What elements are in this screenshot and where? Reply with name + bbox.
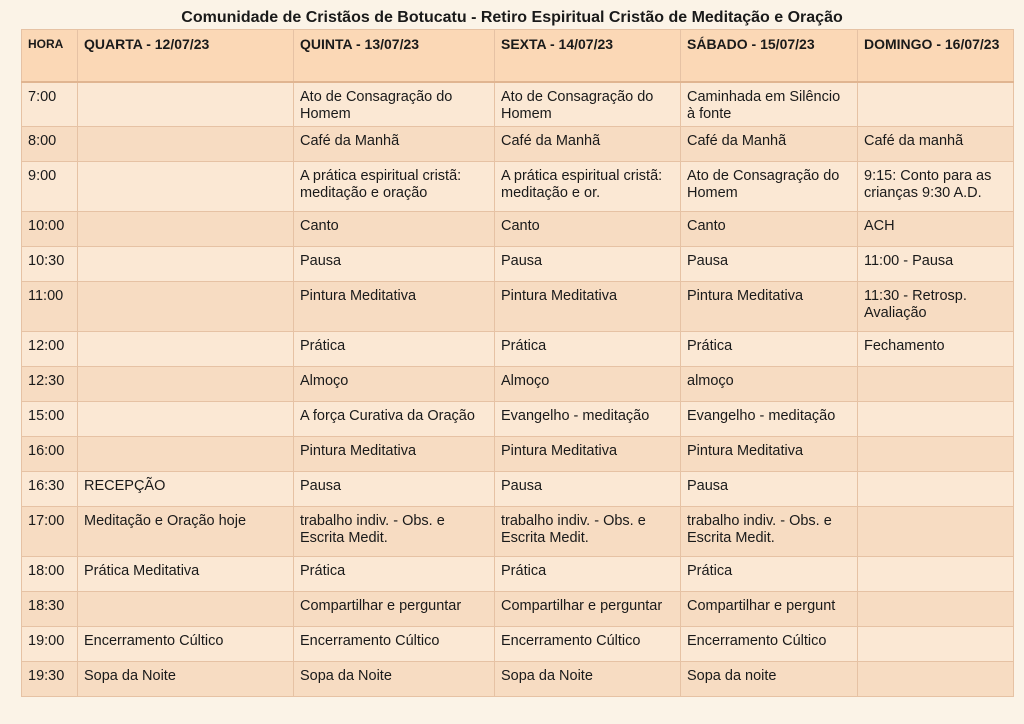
- cell-domingo: [858, 82, 1014, 127]
- cell-sabado: Pausa: [681, 471, 858, 506]
- table-row: [22, 506, 1014, 556]
- cell-hora: 15:00: [22, 401, 78, 436]
- cell-quarta: [78, 246, 294, 281]
- cell-quarta: Sopa da Noite: [78, 661, 294, 696]
- cell-hora: 18:30: [22, 591, 78, 626]
- cell-quinta: Encerramento Cúltico: [294, 626, 495, 661]
- cell-quarta: [78, 82, 294, 127]
- cell-domingo: [858, 401, 1014, 436]
- cell-quarta: [78, 126, 294, 161]
- cell-quarta: [78, 331, 294, 366]
- table-row: [22, 126, 1014, 161]
- cell-quinta: A prática espiritual cristã: meditação e oração: [294, 161, 495, 211]
- cell-sexta: Canto: [495, 211, 681, 246]
- header-quarta: QUARTA - 12/07/23: [78, 30, 294, 82]
- table-row: [22, 661, 1014, 696]
- cell-sabado: Pintura Meditativa: [681, 436, 858, 471]
- table-row: [22, 366, 1014, 401]
- cell-sexta: A prática espiritual cristã: meditação e or.: [495, 161, 681, 211]
- cell-sabado: almoço: [681, 366, 858, 401]
- cell-domingo: [858, 436, 1014, 471]
- table-row: [22, 471, 1014, 506]
- header-sexta: SEXTA - 14/07/23: [495, 30, 681, 82]
- cell-hora: 12:30: [22, 366, 78, 401]
- cell-quinta: Pausa: [294, 471, 495, 506]
- cell-quinta: Café da Manhã: [294, 126, 495, 161]
- cell-quarta: [78, 281, 294, 331]
- table-row: [22, 556, 1014, 591]
- cell-quarta: RECEPÇÃO: [78, 471, 294, 506]
- cell-hora: 16:30: [22, 471, 78, 506]
- cell-sexta: Almoço: [495, 366, 681, 401]
- cell-domingo: [858, 626, 1014, 661]
- cell-sexta: Café da Manhã: [495, 126, 681, 161]
- cell-quarta: [78, 436, 294, 471]
- cell-sexta: Prática: [495, 331, 681, 366]
- cell-quinta: Pintura Meditativa: [294, 436, 495, 471]
- table-row: [22, 436, 1014, 471]
- cell-sabado: Evangelho - meditação: [681, 401, 858, 436]
- cell-hora: 7:00: [22, 82, 78, 127]
- table-row: [22, 246, 1014, 281]
- cell-domingo: [858, 366, 1014, 401]
- cell-sabado: Café da Manhã: [681, 126, 858, 161]
- cell-quinta: A força Curativa da Oração: [294, 401, 495, 436]
- cell-hora: 17:00: [22, 506, 78, 556]
- table-row: [22, 626, 1014, 661]
- cell-quinta: Compartilhar e perguntar: [294, 591, 495, 626]
- cell-sabado: trabalho indiv. - Obs. e Escrita Medit.: [681, 506, 858, 556]
- cell-hora: 9:00: [22, 161, 78, 211]
- cell-sabado: Pausa: [681, 246, 858, 281]
- cell-quinta: Prática: [294, 556, 495, 591]
- cell-domingo: Fechamento: [858, 331, 1014, 366]
- page-title: Comunidade de Cristãos de Botucatu - Retiro Espiritual Cristão de Meditação e Oração: [181, 9, 843, 26]
- cell-hora: 19:00: [22, 626, 78, 661]
- header-row: [22, 30, 1014, 82]
- cell-hora: 8:00: [22, 126, 78, 161]
- cell-quarta: [78, 366, 294, 401]
- schedule-table: [21, 29, 1014, 697]
- cell-quarta: Encerramento Cúltico: [78, 626, 294, 661]
- cell-domingo: 11:00 - Pausa: [858, 246, 1014, 281]
- cell-hora: 18:00: [22, 556, 78, 591]
- cell-quinta: Canto: [294, 211, 495, 246]
- cell-domingo: Café da manhã: [858, 126, 1014, 161]
- cell-quarta: [78, 591, 294, 626]
- table-row: [22, 591, 1014, 626]
- cell-hora: 19:30: [22, 661, 78, 696]
- cell-quarta: [78, 211, 294, 246]
- table-row: [22, 401, 1014, 436]
- header-domingo: DOMINGO - 16/07/23: [858, 30, 1014, 82]
- cell-quinta: Almoço: [294, 366, 495, 401]
- cell-sabado: Encerramento Cúltico: [681, 626, 858, 661]
- cell-sexta: trabalho indiv. - Obs. e Escrita Medit.: [495, 506, 681, 556]
- table-row: [22, 82, 1014, 127]
- header-sabado: SÁBADO - 15/07/23: [681, 30, 858, 82]
- table-row: [22, 331, 1014, 366]
- cell-hora: 11:00: [22, 281, 78, 331]
- cell-sabado: Prática: [681, 331, 858, 366]
- cell-domingo: [858, 471, 1014, 506]
- cell-sexta: Pausa: [495, 246, 681, 281]
- cell-sabado: Prática: [681, 556, 858, 591]
- cell-hora: 16:00: [22, 436, 78, 471]
- cell-domingo: [858, 506, 1014, 556]
- cell-sabado: Compartilhar e pergunt: [681, 591, 858, 626]
- cell-sexta: Pausa: [495, 471, 681, 506]
- cell-domingo: [858, 661, 1014, 696]
- cell-sabado: Sopa da noite: [681, 661, 858, 696]
- cell-hora: 10:30: [22, 246, 78, 281]
- cell-quinta: Prática: [294, 331, 495, 366]
- cell-domingo: 11:30 - Retrosp. Avaliação: [858, 281, 1014, 331]
- cell-domingo: 9:15: Conto para as crianças 9:30 A.D.: [858, 161, 1014, 211]
- cell-sabado: Caminhada em Silêncio à fonte: [681, 82, 858, 127]
- cell-sexta: Prática: [495, 556, 681, 591]
- header-hora: HORA: [22, 30, 78, 82]
- cell-sabado: Pintura Meditativa: [681, 281, 858, 331]
- table-row: [22, 161, 1014, 211]
- cell-quinta: trabalho indiv. - Obs. e Escrita Medit.: [294, 506, 495, 556]
- cell-sexta: Encerramento Cúltico: [495, 626, 681, 661]
- cell-sexta: Pintura Meditativa: [495, 436, 681, 471]
- cell-sexta: Compartilhar e perguntar: [495, 591, 681, 626]
- cell-quarta: Meditação e Oração hoje: [78, 506, 294, 556]
- cell-sexta: Sopa da Noite: [495, 661, 681, 696]
- cell-domingo: [858, 591, 1014, 626]
- cell-quinta: Sopa da Noite: [294, 661, 495, 696]
- cell-quinta: Pintura Meditativa: [294, 281, 495, 331]
- cell-sabado: Canto: [681, 211, 858, 246]
- cell-hora: 12:00: [22, 331, 78, 366]
- cell-domingo: [858, 556, 1014, 591]
- cell-quarta: Prática Meditativa: [78, 556, 294, 591]
- cell-hora: 10:00: [22, 211, 78, 246]
- header-quinta: QUINTA - 13/07/23: [294, 30, 495, 82]
- cell-quinta: Ato de Consagração do Homem: [294, 82, 495, 127]
- table-row: [22, 281, 1014, 331]
- cell-sabado: Ato de Consagração do Homem: [681, 161, 858, 211]
- cell-sexta: Ato de Consagração do Homem: [495, 82, 681, 127]
- table-row: [22, 211, 1014, 246]
- cell-quarta: [78, 161, 294, 211]
- cell-quarta: [78, 401, 294, 436]
- cell-sexta: Pintura Meditativa: [495, 281, 681, 331]
- cell-domingo: ACH: [858, 211, 1014, 246]
- cell-sexta: Evangelho - meditação: [495, 401, 681, 436]
- cell-quinta: Pausa: [294, 246, 495, 281]
